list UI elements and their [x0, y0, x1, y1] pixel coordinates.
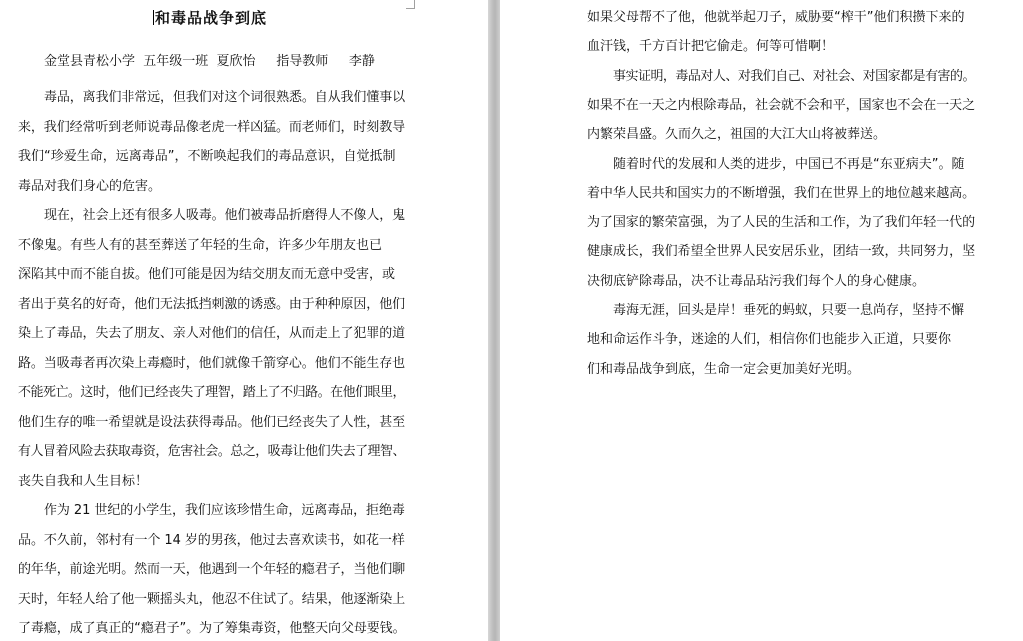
text-line: 毒品对我们身心的危害。 [18, 178, 162, 194]
author-byline: 金堂县青松小学 五年级一班 夏欣怡 指导教师 李静 [44, 54, 375, 69]
text-line: 不能死亡。这时，他们已经丧失了理智，踏上了不归路。在他们眼里， [18, 385, 406, 400]
text-line: 他们生存的唯一希望就是设法获得毒品。他们已经丧失了人性，甚至 [18, 414, 406, 430]
text-line: 有人冒着风险去获取毒资，危害社会。总之，吸毒让他们失去了理智、 [18, 444, 406, 459]
text-line: 天时，年轻人给了他一颗摇头丸，他忍不住试了。结果，他逐渐染上 [18, 591, 406, 607]
text-line: 我们“珍爱生命，远离毒品”，不断唤起我们的毒品意识，自觉抵制 [18, 149, 396, 164]
text-line: 决彻底铲除毒品，决不让毒品玷污我们每个人的身心健康。 [587, 273, 926, 289]
page-gutter [488, 0, 500, 641]
text-line: 如果不在一天之内根除毒品，社会就不会和平，国家也不会在一天之 [587, 97, 976, 113]
text-line: 为了国家的繁荣富强，为了人民的生活和工作，为了我们年轻一代的 [587, 215, 976, 231]
document-title-text: 和毒品战争到底 [154, 9, 267, 27]
text-line: 随着时代的发展和人类的进步，中国已不再是“东亚病夫”。随 [613, 156, 965, 172]
text-line: 现在，社会上还有很多人吸毒。他们被毒品折磨得人不像人，鬼 [44, 208, 406, 223]
document-page-left [0, 0, 488, 641]
text-line: 丧失自我和人生目标！ [18, 473, 149, 489]
text-line: 血汗钱，千方百计把它偷走。何等可惜啊！ [587, 39, 835, 55]
text-line: 健康成长，我们希望全世界人民安居乐业，团结一致，共同努力，坚 [587, 244, 976, 260]
text-line: 来，我们经常听到老师说毒品像老虎一样凶猛。而老师们，时刻教导 [18, 119, 406, 135]
text-line: 如果父母帮不了他，他就举起刀子，威胁要“榨干”他们积攒下来的 [587, 10, 965, 25]
text-cursor [153, 10, 154, 25]
text-line: 着中华人民共和国实力的不断增强，我们在世界上的地位越来越高。 [587, 185, 976, 201]
text-line: 者出于莫名的好奇，他们无法抵挡刺激的诱惑。由于种种原因，他们 [18, 296, 406, 312]
text-line: 染上了毒品，失去了朋友、亲人对他们的信任，从而走上了犯罪的道 [18, 326, 406, 341]
text-line: 了毒瘾，成了真正的“瘾君子”。为了筹集毒资，他整天向父母要钱。 [18, 621, 406, 636]
text-line: 作为 21 世纪的小学生，我们应该珍惜生命，远离毒品，拒绝毒 [44, 503, 405, 518]
text-line: 毒品，离我们非常远，但我们对这个词很熟悉。自从我们懂事以 [44, 90, 406, 105]
text-line: 们和毒品战争到底，生命一定会更加美好光明。 [587, 361, 861, 377]
text-line: 毒海无涯，回头是岸！垂死的蚂蚁，只要一息尚存，坚持不懈 [613, 303, 965, 318]
text-line: 事实证明，毒品对人、对我们自己、对社会、对国家都是有害的。 [613, 68, 976, 84]
text-line: 深陷其中而不能自拔。他们可能是因为结交朋友而无意中受害，或 [18, 267, 396, 282]
document-title[interactable] [0, 7, 420, 28]
text-line: 不像鬼。有些人有的甚至葬送了年轻的生命，许多少年朋友也已 [18, 237, 383, 253]
text-line: 品。不久前，邻村有一个 14 岁的男孩，他过去喜欢读书，如花一样 [18, 532, 405, 548]
text-line: 的年华，前途光明。然而一天，他遇到一个年轻的瘾君子，当他们聊 [18, 562, 406, 577]
text-line: 路。当吸毒者再次染上毒瘾时，他们就像千箭穿心。他们不能生存也 [18, 355, 406, 371]
text-line: 内繁荣昌盛。久而久之，祖国的大江大山将被葬送。 [587, 127, 887, 143]
text-line: 地和命运作斗争，迷途的人们，相信你们也能步入正道，只要你 [587, 332, 952, 348]
document-page-right [500, 0, 1023, 641]
